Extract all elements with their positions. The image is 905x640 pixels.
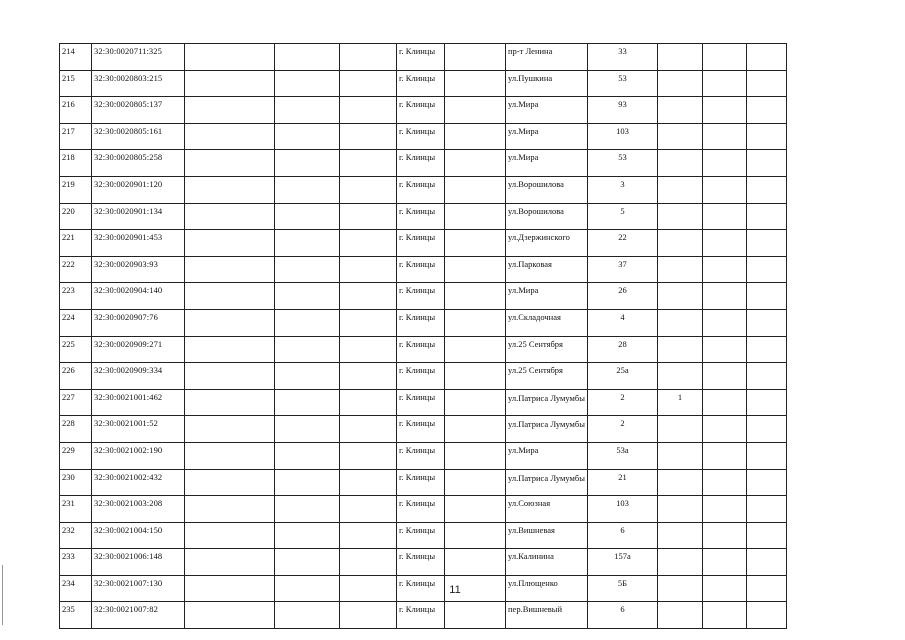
street-cell: ул.25 Сентября xyxy=(506,336,588,363)
empty-cell xyxy=(445,283,506,310)
street-cell: ул.Патриса Лумумбы xyxy=(506,389,588,416)
empty-cell xyxy=(445,203,506,230)
empty-cell xyxy=(747,123,787,150)
empty-cell xyxy=(747,522,787,549)
empty-cell xyxy=(747,389,787,416)
street-cell: ул.Патриса Лумумбы xyxy=(506,469,588,496)
empty-cell xyxy=(445,44,506,71)
street-cell: ул.Патриса Лумумбы xyxy=(506,416,588,443)
cadastral-number-cell: 32:30:0021006:148 xyxy=(92,549,185,576)
house-number-cell: 5 xyxy=(588,203,658,230)
building-cell xyxy=(658,283,703,310)
empty-cell xyxy=(185,469,275,496)
empty-cell xyxy=(703,602,747,629)
building-cell xyxy=(658,70,703,97)
empty-cell xyxy=(747,176,787,203)
city-cell: г. Клинцы xyxy=(397,336,445,363)
house-number-cell: 103 xyxy=(588,123,658,150)
empty-cell xyxy=(703,389,747,416)
empty-cell xyxy=(185,363,275,390)
row-number-cell: 219 xyxy=(60,176,92,203)
street-cell: ул.Мира xyxy=(506,283,588,310)
house-number-cell: 5Б xyxy=(588,575,658,602)
row-number-cell: 227 xyxy=(60,389,92,416)
row-number-cell: 222 xyxy=(60,256,92,283)
table-row xyxy=(60,256,787,283)
row-number-cell: 226 xyxy=(60,363,92,390)
empty-cell xyxy=(445,496,506,523)
building-cell xyxy=(658,496,703,523)
house-number-cell: 3 xyxy=(588,176,658,203)
cadastral-number-cell: 32:30:0021004:150 xyxy=(92,522,185,549)
empty-cell xyxy=(703,416,747,443)
empty-cell xyxy=(185,416,275,443)
empty-cell xyxy=(445,230,506,257)
house-number-cell: 93 xyxy=(588,97,658,124)
house-number-cell: 6 xyxy=(588,602,658,629)
city-cell: г. Клинцы xyxy=(397,416,445,443)
city-cell: г. Клинцы xyxy=(397,150,445,177)
row-number-cell: 235 xyxy=(60,602,92,629)
table-row xyxy=(60,123,787,150)
empty-cell xyxy=(703,549,747,576)
empty-cell xyxy=(275,336,340,363)
empty-cell xyxy=(747,44,787,71)
city-cell: г. Клинцы xyxy=(397,203,445,230)
row-number-cell: 225 xyxy=(60,336,92,363)
empty-cell xyxy=(185,70,275,97)
table-row xyxy=(60,70,787,97)
table-row xyxy=(60,97,787,124)
empty-cell xyxy=(340,203,397,230)
row-number-cell: 221 xyxy=(60,230,92,257)
empty-cell xyxy=(275,309,340,336)
empty-cell xyxy=(747,150,787,177)
empty-cell xyxy=(445,150,506,177)
house-number-cell: 21 xyxy=(588,469,658,496)
empty-cell xyxy=(703,496,747,523)
table-row xyxy=(60,549,787,576)
scan-edge-mark xyxy=(2,565,3,625)
empty-cell xyxy=(185,203,275,230)
empty-cell xyxy=(275,522,340,549)
empty-cell xyxy=(275,70,340,97)
building-cell xyxy=(658,549,703,576)
row-number-cell: 217 xyxy=(60,123,92,150)
empty-cell xyxy=(703,70,747,97)
city-cell: г. Клинцы xyxy=(397,575,445,602)
empty-cell xyxy=(703,230,747,257)
city-cell: г. Клинцы xyxy=(397,44,445,71)
city-cell: г. Клинцы xyxy=(397,522,445,549)
empty-cell xyxy=(185,44,275,71)
empty-cell xyxy=(747,283,787,310)
empty-cell xyxy=(747,469,787,496)
house-number-cell: 53 xyxy=(588,150,658,177)
empty-cell xyxy=(703,442,747,469)
empty-cell xyxy=(445,442,506,469)
house-number-cell: 6 xyxy=(588,522,658,549)
cadastral-number-cell: 32:30:0021007:82 xyxy=(92,602,185,629)
empty-cell xyxy=(445,97,506,124)
empty-cell xyxy=(445,549,506,576)
empty-cell xyxy=(703,469,747,496)
empty-cell xyxy=(275,97,340,124)
empty-cell xyxy=(185,150,275,177)
building-cell xyxy=(658,336,703,363)
building-cell xyxy=(658,363,703,390)
city-cell: г. Клинцы xyxy=(397,602,445,629)
empty-cell xyxy=(445,309,506,336)
empty-cell xyxy=(703,309,747,336)
street-cell: ул.Дзержинского xyxy=(506,230,588,257)
empty-cell xyxy=(185,123,275,150)
empty-cell xyxy=(185,602,275,629)
empty-cell xyxy=(340,496,397,523)
empty-cell xyxy=(275,469,340,496)
empty-cell xyxy=(747,256,787,283)
empty-cell xyxy=(445,123,506,150)
empty-cell xyxy=(747,203,787,230)
empty-cell xyxy=(275,575,340,602)
street-cell: ул.Пушкина xyxy=(506,70,588,97)
cadastral-number-cell: 32:30:0020904:140 xyxy=(92,283,185,310)
house-number-cell: 25а xyxy=(588,363,658,390)
street-cell: ул.25 Сентября xyxy=(506,363,588,390)
empty-cell xyxy=(445,389,506,416)
street-cell: ул.Союзная xyxy=(506,496,588,523)
house-number-cell: 157а xyxy=(588,549,658,576)
building-cell xyxy=(658,123,703,150)
building-cell xyxy=(658,230,703,257)
empty-cell xyxy=(275,203,340,230)
table-row xyxy=(60,469,787,496)
city-cell: г. Клинцы xyxy=(397,256,445,283)
street-cell: ул.Складочная xyxy=(506,309,588,336)
house-number-cell: 33 xyxy=(588,44,658,71)
cadastral-number-cell: 32:30:0021007:130 xyxy=(92,575,185,602)
cadastral-number-cell: 32:30:0020903:93 xyxy=(92,256,185,283)
row-number-cell: 224 xyxy=(60,309,92,336)
empty-cell xyxy=(703,203,747,230)
city-cell: г. Клинцы xyxy=(397,176,445,203)
empty-cell xyxy=(445,522,506,549)
empty-cell xyxy=(275,363,340,390)
empty-cell xyxy=(275,416,340,443)
empty-cell xyxy=(185,336,275,363)
row-number-cell: 223 xyxy=(60,283,92,310)
city-cell: г. Клинцы xyxy=(397,309,445,336)
empty-cell xyxy=(275,44,340,71)
row-number-cell: 230 xyxy=(60,469,92,496)
house-number-cell: 37 xyxy=(588,256,658,283)
street-cell: ул.Вишневая xyxy=(506,522,588,549)
building-cell xyxy=(658,203,703,230)
empty-cell xyxy=(703,283,747,310)
empty-cell xyxy=(340,176,397,203)
house-number-cell: 53 xyxy=(588,70,658,97)
empty-cell xyxy=(275,496,340,523)
empty-cell xyxy=(747,97,787,124)
street-cell: ул.Мира xyxy=(506,123,588,150)
empty-cell xyxy=(445,469,506,496)
building-cell xyxy=(658,256,703,283)
table-row xyxy=(60,389,787,416)
city-cell: г. Клинцы xyxy=(397,230,445,257)
empty-cell xyxy=(445,336,506,363)
street-cell: ул.Калинина xyxy=(506,549,588,576)
street-cell: ул.Ворошилова xyxy=(506,203,588,230)
empty-cell xyxy=(185,522,275,549)
empty-cell xyxy=(185,389,275,416)
property-registry-table xyxy=(59,43,787,629)
row-number-cell: 231 xyxy=(60,496,92,523)
cadastral-number-cell: 32:30:0021001:52 xyxy=(92,416,185,443)
empty-cell xyxy=(340,283,397,310)
empty-cell xyxy=(445,256,506,283)
table-row xyxy=(60,230,787,257)
empty-cell xyxy=(340,309,397,336)
table-row xyxy=(60,496,787,523)
city-cell: г. Клинцы xyxy=(397,97,445,124)
city-cell: г. Клинцы xyxy=(397,70,445,97)
empty-cell xyxy=(340,389,397,416)
empty-cell xyxy=(185,496,275,523)
empty-cell xyxy=(445,363,506,390)
building-cell xyxy=(658,150,703,177)
street-cell: ул.Парковая xyxy=(506,256,588,283)
cadastral-number-cell: 32:30:0021002:432 xyxy=(92,469,185,496)
table-row xyxy=(60,522,787,549)
empty-cell xyxy=(703,363,747,390)
empty-cell xyxy=(703,256,747,283)
empty-cell xyxy=(275,549,340,576)
empty-cell xyxy=(275,256,340,283)
table-row xyxy=(60,283,787,310)
empty-cell xyxy=(275,176,340,203)
empty-cell xyxy=(703,97,747,124)
empty-cell xyxy=(340,230,397,257)
empty-cell xyxy=(340,363,397,390)
city-cell: г. Клинцы xyxy=(397,389,445,416)
building-cell xyxy=(658,575,703,602)
row-number-cell: 233 xyxy=(60,549,92,576)
empty-cell xyxy=(340,336,397,363)
empty-cell xyxy=(747,575,787,602)
table-row xyxy=(60,150,787,177)
empty-cell xyxy=(340,150,397,177)
table-row xyxy=(60,416,787,443)
house-number-cell: 28 xyxy=(588,336,658,363)
house-number-cell: 53а xyxy=(588,442,658,469)
cadastral-number-cell: 32:30:0020909:271 xyxy=(92,336,185,363)
empty-cell xyxy=(185,575,275,602)
empty-cell xyxy=(340,549,397,576)
row-number-cell: 214 xyxy=(60,44,92,71)
empty-cell xyxy=(340,123,397,150)
house-number-cell: 26 xyxy=(588,283,658,310)
building-cell xyxy=(658,176,703,203)
empty-cell xyxy=(445,602,506,629)
empty-cell xyxy=(703,44,747,71)
table-row xyxy=(60,176,787,203)
empty-cell xyxy=(275,389,340,416)
empty-cell xyxy=(185,549,275,576)
house-number-cell: 2 xyxy=(588,389,658,416)
table-row xyxy=(60,309,787,336)
building-cell xyxy=(658,97,703,124)
cadastral-number-cell: 32:30:0021002:190 xyxy=(92,442,185,469)
empty-cell xyxy=(747,70,787,97)
building-cell xyxy=(658,416,703,443)
table-row xyxy=(60,575,787,602)
empty-cell xyxy=(340,602,397,629)
empty-cell xyxy=(185,442,275,469)
empty-cell xyxy=(445,176,506,203)
building-cell xyxy=(658,309,703,336)
empty-cell xyxy=(747,602,787,629)
table-row xyxy=(60,203,787,230)
empty-cell xyxy=(703,150,747,177)
row-number-cell: 220 xyxy=(60,203,92,230)
empty-cell xyxy=(340,469,397,496)
empty-cell xyxy=(340,70,397,97)
empty-cell xyxy=(747,336,787,363)
empty-cell xyxy=(445,70,506,97)
street-cell: ул.Ворошилова xyxy=(506,176,588,203)
empty-cell xyxy=(185,283,275,310)
empty-cell xyxy=(275,442,340,469)
empty-cell xyxy=(275,123,340,150)
cadastral-number-cell: 32:30:0021003:208 xyxy=(92,496,185,523)
empty-cell xyxy=(747,549,787,576)
cadastral-number-cell: 32:30:0021001:462 xyxy=(92,389,185,416)
city-cell: г. Клинцы xyxy=(397,363,445,390)
table-body xyxy=(60,44,787,629)
house-number-cell: 103 xyxy=(588,496,658,523)
city-cell: г. Клинцы xyxy=(397,123,445,150)
cadastral-number-cell: 32:30:0020805:258 xyxy=(92,150,185,177)
empty-cell xyxy=(747,496,787,523)
cadastral-number-cell: 32:30:0020901:120 xyxy=(92,176,185,203)
city-cell: г. Клинцы xyxy=(397,549,445,576)
building-cell xyxy=(658,44,703,71)
cadastral-number-cell: 32:30:0020805:137 xyxy=(92,97,185,124)
cadastral-number-cell: 32:30:0020711:325 xyxy=(92,44,185,71)
empty-cell xyxy=(275,150,340,177)
cadastral-number-cell: 32:30:0020803:215 xyxy=(92,70,185,97)
cadastral-number-cell: 32:30:0020901:453 xyxy=(92,230,185,257)
empty-cell xyxy=(703,522,747,549)
empty-cell xyxy=(185,256,275,283)
city-cell: г. Клинцы xyxy=(397,496,445,523)
empty-cell xyxy=(340,442,397,469)
empty-cell xyxy=(185,230,275,257)
page-number: 11 xyxy=(449,584,461,596)
table-row xyxy=(60,44,787,71)
building-cell xyxy=(658,469,703,496)
empty-cell xyxy=(340,416,397,443)
house-number-cell: 22 xyxy=(588,230,658,257)
empty-cell xyxy=(340,575,397,602)
empty-cell xyxy=(703,575,747,602)
empty-cell xyxy=(747,442,787,469)
empty-cell xyxy=(747,416,787,443)
empty-cell xyxy=(703,336,747,363)
city-cell: г. Клинцы xyxy=(397,469,445,496)
empty-cell xyxy=(703,176,747,203)
table-row xyxy=(60,363,787,390)
empty-cell xyxy=(445,416,506,443)
street-cell: пр-т Ленина xyxy=(506,44,588,71)
building-cell xyxy=(658,522,703,549)
street-cell: пер.Вишневый xyxy=(506,602,588,629)
empty-cell xyxy=(340,44,397,71)
row-number-cell: 216 xyxy=(60,97,92,124)
empty-cell xyxy=(275,602,340,629)
cadastral-number-cell: 32:30:0020805:161 xyxy=(92,123,185,150)
empty-cell xyxy=(703,123,747,150)
empty-cell xyxy=(747,309,787,336)
empty-cell xyxy=(275,230,340,257)
building-cell xyxy=(658,442,703,469)
empty-cell xyxy=(747,230,787,257)
cadastral-number-cell: 32:30:0020909:334 xyxy=(92,363,185,390)
building-cell: 1 xyxy=(658,389,703,416)
street-cell: ул.Мира xyxy=(506,97,588,124)
row-number-cell: 228 xyxy=(60,416,92,443)
empty-cell xyxy=(185,176,275,203)
city-cell: г. Клинцы xyxy=(397,442,445,469)
street-cell: ул.Плющенко xyxy=(506,575,588,602)
cadastral-number-cell: 32:30:0020907:76 xyxy=(92,309,185,336)
table-row xyxy=(60,336,787,363)
table-row xyxy=(60,602,787,629)
cadastral-number-cell: 32:30:0020901:134 xyxy=(92,203,185,230)
row-number-cell: 218 xyxy=(60,150,92,177)
empty-cell xyxy=(340,256,397,283)
house-number-cell: 4 xyxy=(588,309,658,336)
row-number-cell: 232 xyxy=(60,522,92,549)
street-cell: ул.Мира xyxy=(506,442,588,469)
empty-cell xyxy=(340,522,397,549)
empty-cell xyxy=(275,283,340,310)
house-number-cell: 2 xyxy=(588,416,658,443)
row-number-cell: 229 xyxy=(60,442,92,469)
row-number-cell: 234 xyxy=(60,575,92,602)
city-cell: г. Клинцы xyxy=(397,283,445,310)
table-row xyxy=(60,442,787,469)
empty-cell xyxy=(340,97,397,124)
row-number-cell: 215 xyxy=(60,70,92,97)
street-cell: ул.Мира xyxy=(506,150,588,177)
empty-cell xyxy=(747,363,787,390)
building-cell xyxy=(658,602,703,629)
empty-cell xyxy=(185,97,275,124)
empty-cell xyxy=(185,309,275,336)
